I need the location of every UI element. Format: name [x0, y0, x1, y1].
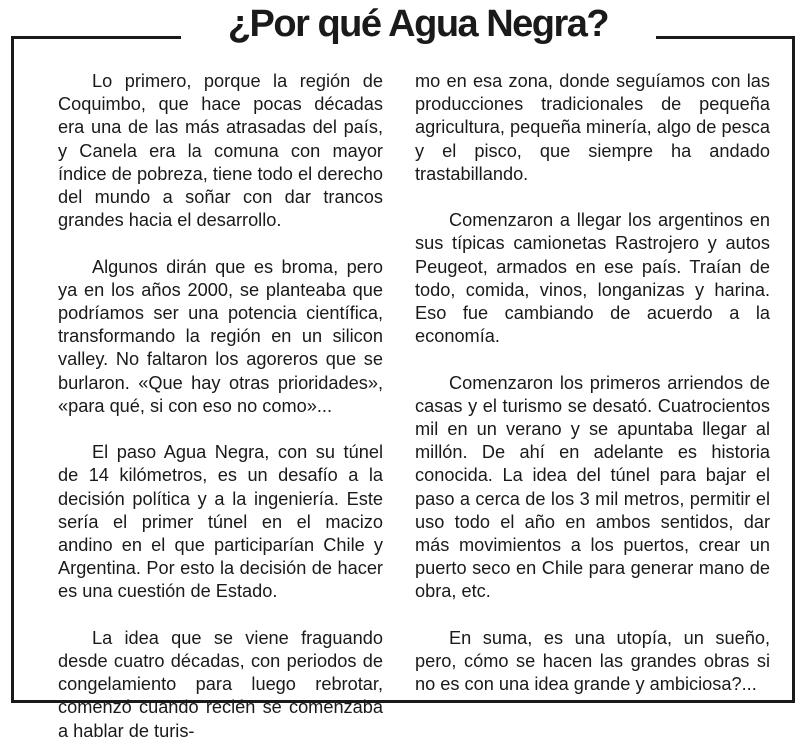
paragraph-continuation: mo en esa zona, donde seguíamos con las producciones tradicionales de pequeña agricultura, pequeña minería, algo de pesca y el pisco, que siempre ha andado trastabillando.	[415, 71, 770, 184]
title-rule-left	[11, 36, 181, 39]
title-rule-right	[656, 36, 792, 39]
right-column	[415, 70, 770, 696]
paragraph: Lo primero, porque la región de Coquimbo, que hace pocas décadas era una de las más atrasadas del país, y Canela era la comuna con mayor índice de pobreza, tiene todo el derecho del mundo a soñar con dar trancos grandes hacia el desarrollo.	[58, 71, 383, 231]
paragraph: Comenzaron los primeros arriendos de casas y el turismo se desató. Cuatrocientos mil en un verano y se apuntaba llegar al millón. De ahí en adelante es historia conocida. La idea del túnel para bajar el paso a cerca de los 3 mil metros, permitir el uso todo el año en ambos sentidos, dar más movimientos a los puertos, crear un puerto seco en Chile para generar mano de obra, etc.	[415, 372, 770, 602]
paragraph: Algunos dirán que es broma, pero ya en los años 2000, se planteaba que podríamos ser una potencia científica, transformando la región en un silicon valley. No faltaron los agoreros que se burlaron. «Que hay otras prioridades», «para qué, si con eso no como»...	[58, 256, 383, 416]
paragraph: La idea que se viene fraguando desde cuatro décadas, con periodos de congelamiento para luego rebrotar, comenzó cuando recién se comenzaba a hablar de turis-	[58, 627, 383, 741]
paragraph: El paso Agua Negra, con su túnel de 14 kilómetros, es un desafío a la decisión política y a la ingeniería. Este sería el primer túnel en el macizo andino en el que participarían Chile y Argentina. Por esto la decisión de hacer es una cuestión de Estado.	[58, 442, 383, 602]
article-title: ¿Por qué Agua Negra?	[227, 3, 609, 45]
left-column	[58, 70, 383, 743]
paragraph: En suma, es una utopía, un sueño, pero, cómo se hacen las grandes obras si no es con una idea grande y ambiciosa?...	[415, 627, 770, 695]
paragraph: Comenzaron a llegar los argentinos en sus típicas camionetas Rastrojero y autos Peugeot, armados en ese país. Traían de todo, comida, vinos, longanizas y harina. Eso fue cambiando de acuerdo a la economía.	[415, 210, 770, 347]
